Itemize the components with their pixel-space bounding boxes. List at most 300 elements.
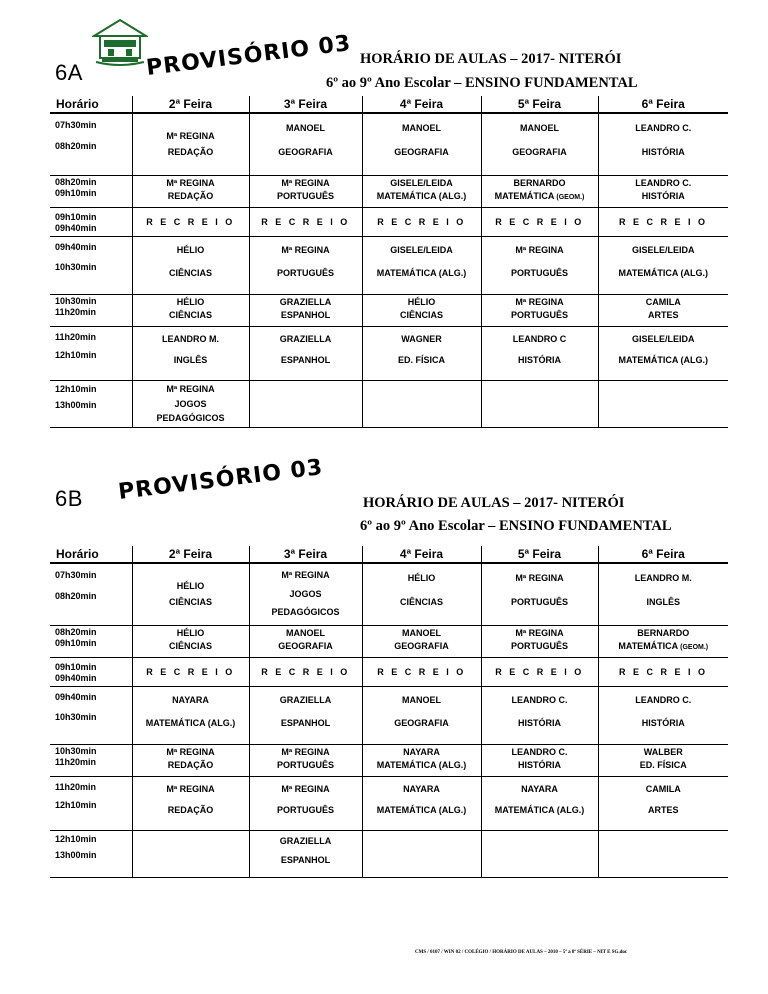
cell-line <box>599 245 729 255</box>
cell-line <box>482 573 598 583</box>
subject-name: PORTUGUÊS <box>276 267 334 278</box>
recess-cell <box>362 657 481 686</box>
schedule-row <box>50 380 728 427</box>
cell-line <box>599 695 729 705</box>
subject-name: REDAÇÃO <box>167 147 214 157</box>
subject-name: GEOGRAFIA <box>394 717 449 728</box>
cell-line <box>599 805 729 815</box>
cell-line <box>363 784 481 794</box>
subject-name: MATEMÁTICA (ALG.) <box>618 267 708 278</box>
cell-line <box>250 191 362 201</box>
recess-label: R E C R E I O <box>146 666 235 677</box>
time-start: 12h10min <box>55 833 97 844</box>
class-id-6a: 6A <box>55 60 83 85</box>
recess-cell <box>598 207 728 236</box>
subject-name: ESPANHOL <box>280 354 331 365</box>
time-start: 07h30min <box>55 120 97 130</box>
schedule-row <box>50 657 728 686</box>
time-cell <box>50 113 132 175</box>
subject-name: PORTUGUÊS <box>276 804 334 815</box>
class-cell <box>249 776 362 830</box>
teacher-name: MANOEL <box>286 123 325 133</box>
cell-line <box>482 334 598 344</box>
teacher-name: Mª REGINA <box>281 177 330 188</box>
cell-line <box>482 310 598 320</box>
teacher-name: MANOEL <box>520 123 559 133</box>
teacher-name: Mª REGINA <box>281 746 330 757</box>
class-cell <box>481 563 598 625</box>
class-cell <box>481 294 598 326</box>
cell-line <box>250 334 362 344</box>
class-cell <box>598 175 728 207</box>
teacher-name: GRAZIELLA <box>279 835 332 846</box>
cell-line <box>250 245 362 255</box>
cell-line <box>250 147 362 157</box>
schedule-table-6a <box>50 96 728 428</box>
cell-line <box>482 178 598 188</box>
cell-line <box>599 747 729 757</box>
cell-line <box>133 268 249 278</box>
class-cell <box>598 686 728 744</box>
cell-line <box>250 123 362 133</box>
teacher-name: Mª REGINA <box>515 296 564 307</box>
time-end: 10h30min <box>55 711 97 722</box>
time-start: 08h20min <box>55 176 97 187</box>
class-cell <box>481 175 598 207</box>
cell-line <box>250 570 362 580</box>
cell-line <box>482 191 598 201</box>
schedule-row <box>50 294 728 326</box>
subject-name: GEOGRAFIA <box>278 640 333 651</box>
time-end: 12h10min <box>55 349 97 360</box>
header-day-5: 6ª Feira <box>598 546 728 563</box>
schedule-row <box>50 207 728 236</box>
time-start: 08h20min <box>55 626 97 637</box>
class-cell <box>249 686 362 744</box>
subject-name: ARTES <box>647 804 679 815</box>
class-cell <box>249 563 362 625</box>
teacher-name: Mª REGINA <box>166 177 215 188</box>
time-start: 10h30min <box>55 295 97 306</box>
teacher-name: LEANDRO C. <box>511 746 568 757</box>
subject-name: HISTÓRIA <box>641 717 685 728</box>
cell-line <box>363 628 481 638</box>
cell-line <box>133 217 249 227</box>
schedule-row <box>50 236 728 294</box>
subject-name: MATEMÁTICA (ALG.) <box>494 804 585 815</box>
schedule-title-6a: HORÁRIO DE AULAS – 2017- NITERÓI <box>360 51 622 67</box>
schedule-row <box>50 625 728 657</box>
class-cell <box>132 776 249 830</box>
class-cell <box>249 380 362 427</box>
class-cell <box>598 380 728 427</box>
time-cell <box>50 776 132 830</box>
subject-name: HISTÓRIA <box>517 354 561 365</box>
subject-qualifier: (GEOM.) <box>678 643 709 651</box>
subject-name: CIÊNCIAS <box>399 597 443 607</box>
schedule-row <box>50 686 728 744</box>
teacher-name: WALBER <box>643 746 683 757</box>
teacher-name: Mª REGINA <box>166 131 215 141</box>
cell-line <box>133 147 249 157</box>
subject-name: PORTUGUÊS <box>510 640 568 651</box>
teacher-name: GRAZIELLA <box>279 296 332 307</box>
class-cell <box>249 236 362 294</box>
cell-line <box>599 628 729 638</box>
cell-line <box>250 695 362 705</box>
class-cell <box>249 625 362 657</box>
class-cell <box>362 563 481 625</box>
teacher-name: LEANDRO M. <box>162 333 219 344</box>
teacher-name: Mª REGINA <box>515 244 564 255</box>
teacher-name: NAYARA <box>172 694 209 705</box>
schedule-row <box>50 563 728 625</box>
class-cell <box>132 113 249 175</box>
cell-line <box>482 628 598 638</box>
cell-line <box>482 268 598 278</box>
cell-line <box>363 805 481 815</box>
cell-line <box>133 384 249 394</box>
subject-name: MATEMÁTICA <box>618 640 679 651</box>
cell-line <box>363 334 481 344</box>
cell-line <box>482 667 598 677</box>
class-cell <box>249 175 362 207</box>
class-cell <box>132 830 249 877</box>
subject-name: ESPANHOL <box>280 854 331 865</box>
teacher-name: Mª REGINA <box>515 573 564 583</box>
time-start: 11h20min <box>55 331 97 342</box>
subject-name: PORTUGUÊS <box>276 759 334 770</box>
class-cell <box>132 236 249 294</box>
teacher-name: GISELE/LEIDA <box>390 244 453 255</box>
subject-name: CIÊNCIAS <box>168 640 212 651</box>
cell-line <box>599 178 729 188</box>
class-cell <box>362 830 481 877</box>
cell-line <box>250 607 362 617</box>
teacher-name: LEANDRO M. <box>634 573 692 583</box>
subject-name: HISTÓRIA <box>641 147 685 157</box>
teacher-name: NAYARA <box>403 746 440 757</box>
school-logo <box>92 18 148 68</box>
recess-label: R E C R E I O <box>618 216 708 227</box>
cell-line <box>599 597 729 607</box>
cell-line <box>133 178 249 188</box>
class-cell <box>598 563 728 625</box>
teacher-name: NAYARA <box>403 783 440 794</box>
subject-name: MATEMÁTICA (ALG.) <box>376 759 467 770</box>
teacher-name: HÉLIO <box>176 296 205 307</box>
cell-line <box>133 641 249 651</box>
time-end: 10h30min <box>55 261 97 272</box>
cell-line <box>133 297 249 307</box>
cell-line <box>250 641 362 651</box>
teacher-name: HÉLIO <box>176 581 205 591</box>
header-day-1: 2ª Feira <box>132 546 249 563</box>
class-cell <box>362 236 481 294</box>
schedule-subtitle-6b: 6º ao 9º Ano Escolar – ENSINO FUNDAMENTAL <box>360 518 672 534</box>
class-cell <box>132 563 249 625</box>
subject-name: MATEMÁTICA <box>494 190 555 201</box>
header-time: Horário <box>50 546 132 563</box>
subject-name: PORTUGUÊS <box>510 267 568 278</box>
class-cell <box>362 744 481 776</box>
subject-name: HISTÓRIA <box>641 190 685 201</box>
cell-line <box>133 245 249 255</box>
cell-line <box>363 191 481 201</box>
subject-name: REDAÇÃO <box>167 804 214 815</box>
header-day-2: 3ª Feira <box>249 546 362 563</box>
subject-name: CIÊNCIAS <box>399 309 443 320</box>
time-end: 09h10min <box>55 637 97 648</box>
recess-cell <box>132 657 249 686</box>
cell-line <box>363 597 481 607</box>
subject-name: CIÊNCIAS <box>168 597 212 607</box>
teacher-name: BERNARDO <box>513 177 566 188</box>
subject-name: PEDAGÓGICOS <box>156 412 225 423</box>
cell-line <box>133 628 249 638</box>
time-cell <box>50 207 132 236</box>
cell-line <box>133 597 249 607</box>
cell-line <box>250 217 362 227</box>
time-cell <box>50 686 132 744</box>
teacher-name: LEANDRO C <box>512 333 567 344</box>
cell-line <box>599 667 729 677</box>
class-cell <box>362 326 481 380</box>
cell-line <box>482 217 598 227</box>
class-cell <box>481 625 598 657</box>
class-cell <box>598 326 728 380</box>
header-day-2: 3ª Feira <box>249 96 362 113</box>
schedule-row <box>50 113 728 175</box>
recess-label: R E C R E I O <box>377 666 466 677</box>
cell-line <box>363 718 481 728</box>
teacher-name: Mª REGINA <box>515 627 564 638</box>
cell-line <box>133 695 249 705</box>
cell-line <box>250 268 362 278</box>
cell-line <box>599 268 729 278</box>
subject-name: PORTUGUÊS <box>276 190 334 201</box>
class-cell <box>132 625 249 657</box>
time-start: 09h10min <box>55 211 97 222</box>
teacher-name: LEANDRO C. <box>635 177 692 188</box>
class-cell <box>249 830 362 877</box>
teacher-name: GISELE/LEIDA <box>390 177 453 188</box>
time-end: 09h40min <box>55 222 97 233</box>
cell-line <box>482 760 598 770</box>
class-cell <box>362 380 481 427</box>
subject-name: GEOGRAFIA <box>278 147 333 157</box>
subject-name: ED. FÍSICA <box>397 354 445 365</box>
time-end: 08h20min <box>55 591 97 601</box>
time-start: 11h20min <box>55 781 97 792</box>
subject-qualifier: (GEOM.) <box>554 193 585 201</box>
recess-label: R E C R E I O <box>495 216 584 227</box>
time-cell <box>50 175 132 207</box>
subject-name: CIÊNCIAS <box>168 267 212 278</box>
cell-line <box>250 784 362 794</box>
cell-line <box>250 589 362 599</box>
cell-line <box>482 123 598 133</box>
time-start: 10h30min <box>55 745 97 756</box>
cell-line <box>133 334 249 344</box>
class-cell <box>249 113 362 175</box>
class-cell <box>481 380 598 427</box>
teacher-name: GISELE/LEIDA <box>631 244 695 255</box>
class-cell <box>132 326 249 380</box>
teacher-name: WAGNER <box>401 333 442 344</box>
class-cell <box>132 294 249 326</box>
time-cell <box>50 625 132 657</box>
time-end: 09h10min <box>55 187 97 198</box>
class-cell <box>598 776 728 830</box>
cell-line <box>482 805 598 815</box>
header-day-1: 2ª Feira <box>132 96 249 113</box>
cell-line <box>363 297 481 307</box>
cell-line <box>133 747 249 757</box>
cell-line <box>482 747 598 757</box>
subject-name: PORTUGUÊS <box>510 309 568 320</box>
cell-line <box>133 667 249 677</box>
cell-line <box>482 695 598 705</box>
document-footer: CMS / 0107 / WIN 02 / COLÉGIO / HORÁRIO DE AULAS – 2010 – 5ª a 8ª SÉRIE – NIT E SG.doc <box>415 950 628 955</box>
cell-line <box>133 310 249 320</box>
cell-line <box>363 245 481 255</box>
schedule-subtitle-6a: 6º ao 9º Ano Escolar – ENSINO FUNDAMENTAL <box>326 75 638 91</box>
time-end: 12h10min <box>55 799 97 810</box>
cell-line <box>599 760 729 770</box>
cell-line <box>363 123 481 133</box>
time-end: 13h00min <box>55 399 97 410</box>
subject-name: INGLÊS <box>646 597 680 607</box>
teacher-name: MANOEL <box>402 694 441 705</box>
cell-line <box>250 297 362 307</box>
teacher-name: GRAZIELLA <box>279 694 332 705</box>
cell-line <box>599 297 729 307</box>
teacher-name: GRAZIELLA <box>279 333 332 344</box>
cell-line <box>133 718 249 728</box>
cell-line <box>363 760 481 770</box>
subject-name: ESPANHOL <box>280 717 331 728</box>
subject-name: CIÊNCIAS <box>168 309 212 320</box>
cell-line <box>599 310 729 320</box>
recess-label: R E C R E I O <box>495 666 584 677</box>
teacher-name: CAMILA <box>645 296 681 307</box>
class-cell <box>249 294 362 326</box>
recess-cell <box>481 657 598 686</box>
subject-name: MATEMÁTICA (ALG.) <box>376 804 467 815</box>
cell-line <box>133 784 249 794</box>
teacher-name: Mª REGINA <box>281 244 330 255</box>
teacher-name: LEANDRO C. <box>635 123 692 133</box>
teacher-name: MANOEL <box>286 627 325 638</box>
class-cell <box>598 744 728 776</box>
time-cell <box>50 657 132 686</box>
subject-name: HISTÓRIA <box>517 717 561 728</box>
teacher-name: HÉLIO <box>176 244 205 255</box>
cell-line <box>250 178 362 188</box>
schedule-row <box>50 744 728 776</box>
time-end: 11h20min <box>55 306 97 317</box>
cell-line <box>599 334 729 344</box>
time-start: 09h40min <box>55 691 97 702</box>
recess-label: R E C R E I O <box>377 216 466 227</box>
cell-line <box>363 217 481 227</box>
class-cell <box>132 175 249 207</box>
subject-name: JOGOS <box>289 589 322 599</box>
schedule-row <box>50 776 728 830</box>
time-start: 09h10min <box>55 661 97 672</box>
cell-line <box>133 355 249 365</box>
header-day-3: 4ª Feira <box>362 96 481 113</box>
subject-name: REDAÇÃO <box>167 190 214 201</box>
cell-line <box>250 836 362 846</box>
class-cell <box>598 236 728 294</box>
class-cell <box>362 294 481 326</box>
recess-cell <box>481 207 598 236</box>
class-cell <box>362 625 481 657</box>
time-start: 12h10min <box>55 383 97 394</box>
class-cell <box>132 744 249 776</box>
cell-line <box>482 297 598 307</box>
subject-name: PEDAGÓGICOS <box>271 607 340 617</box>
class-cell <box>598 294 728 326</box>
class-cell <box>249 744 362 776</box>
cell-line <box>363 573 481 583</box>
class-cell <box>249 326 362 380</box>
class-cell <box>362 175 481 207</box>
header-day-5: 6ª Feira <box>598 96 728 113</box>
teacher-name: NAYARA <box>521 783 558 794</box>
class-cell <box>362 113 481 175</box>
class-cell <box>132 380 249 427</box>
schedule-row <box>50 175 728 207</box>
cell-line <box>250 855 362 865</box>
schedule-title-6b: HORÁRIO DE AULAS – 2017- NITERÓI <box>363 495 625 511</box>
recess-cell <box>598 657 728 686</box>
teacher-name: BERNARDO <box>637 627 690 638</box>
teacher-name: Mª REGINA <box>281 570 330 580</box>
cell-line <box>250 355 362 365</box>
cell-line <box>363 695 481 705</box>
class-cell <box>481 236 598 294</box>
cell-line <box>599 191 729 201</box>
cell-line <box>133 413 249 423</box>
cell-line <box>250 760 362 770</box>
cell-line <box>599 641 729 651</box>
teacher-name: HÉLIO <box>176 627 205 638</box>
time-cell <box>50 326 132 380</box>
subject-name: ARTES <box>647 309 679 320</box>
time-end: 09h40min <box>55 672 97 683</box>
cell-line <box>363 310 481 320</box>
header-day-4: 5ª Feira <box>481 546 598 563</box>
cell-line <box>363 355 481 365</box>
cell-line <box>482 641 598 651</box>
header-time: Horário <box>50 96 132 113</box>
schedule-row <box>50 326 728 380</box>
provisional-stamp-6a: PROVISÓRIO 03 <box>144 31 353 82</box>
cell-line <box>599 573 729 583</box>
subject-name: HISTÓRIA <box>517 759 561 770</box>
cell-line <box>133 581 249 591</box>
class-cell <box>598 113 728 175</box>
recess-cell <box>249 657 362 686</box>
class-cell <box>481 326 598 380</box>
subject-name: PORTUGUÊS <box>510 597 568 607</box>
cell-line <box>250 718 362 728</box>
recess-cell <box>249 207 362 236</box>
cell-line <box>599 217 729 227</box>
